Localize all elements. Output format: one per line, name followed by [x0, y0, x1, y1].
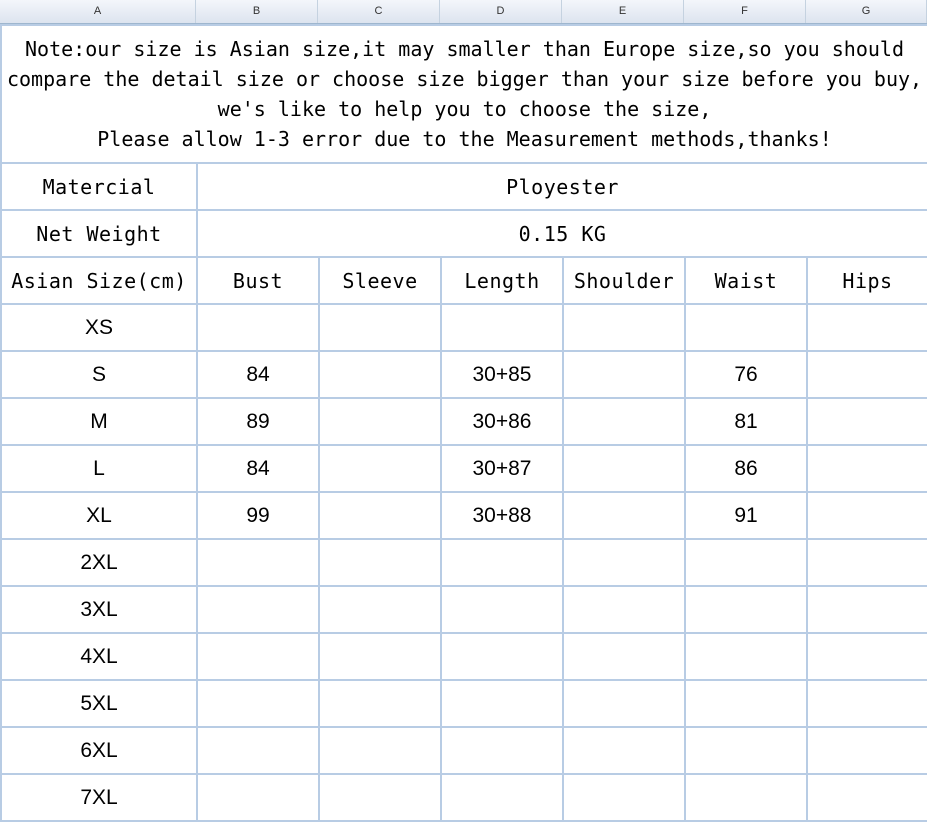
table-cell-sleeve[interactable]	[319, 680, 441, 727]
weight-value-cell[interactable]: 0.15 KG	[197, 210, 927, 257]
table-cell-shoulder[interactable]	[563, 774, 685, 821]
table-row	[1, 539, 927, 586]
table-cell-size[interactable]: 7XL	[1, 774, 197, 821]
table-cell-sleeve[interactable]	[319, 633, 441, 680]
table-cell-bust[interactable]: 84	[197, 351, 319, 398]
table-cell-shoulder[interactable]	[563, 539, 685, 586]
table-row	[1, 398, 927, 445]
table-cell-hips[interactable]	[807, 680, 927, 727]
table-cell-waist[interactable]: 91	[685, 492, 807, 539]
table-row	[1, 492, 927, 539]
column-header-g[interactable]: G	[806, 0, 927, 23]
table-cell-sleeve[interactable]	[319, 539, 441, 586]
table-cell-bust[interactable]	[197, 304, 319, 351]
table-cell-hips[interactable]	[807, 304, 927, 351]
size-rows	[1, 304, 927, 821]
table-row	[1, 445, 927, 492]
table-row	[1, 304, 927, 351]
table-cell-hips[interactable]	[807, 633, 927, 680]
table-cell-shoulder[interactable]	[563, 633, 685, 680]
table-row	[1, 586, 927, 633]
table-cell-shoulder[interactable]	[563, 445, 685, 492]
table-cell-hips[interactable]	[807, 774, 927, 821]
table-cell-sleeve[interactable]	[319, 351, 441, 398]
table-cell-sleeve[interactable]	[319, 304, 441, 351]
header-cell-hips[interactable]: Hips	[807, 257, 927, 304]
table-row	[1, 727, 927, 774]
table-cell-size[interactable]: XS	[1, 304, 197, 351]
table-cell-hips[interactable]	[807, 445, 927, 492]
table-cell-bust[interactable]	[197, 727, 319, 774]
column-header-c[interactable]: C	[318, 0, 440, 23]
table-cell-hips[interactable]	[807, 727, 927, 774]
table-cell-waist[interactable]	[685, 774, 807, 821]
table-cell-hips[interactable]	[807, 351, 927, 398]
size-note-cell[interactable]	[1, 25, 927, 163]
table-cell-shoulder[interactable]	[563, 351, 685, 398]
table-cell-sleeve[interactable]	[319, 492, 441, 539]
table-cell-hips[interactable]	[807, 539, 927, 586]
header-cell-sleeve[interactable]: Sleeve	[319, 257, 441, 304]
table-cell-size[interactable]: S	[1, 351, 197, 398]
table-cell-sleeve[interactable]	[319, 445, 441, 492]
header-cell-length[interactable]: Length	[441, 257, 563, 304]
table-cell-length[interactable]: 30+85	[441, 351, 563, 398]
header-cell-size[interactable]: Asian Size(cm)	[1, 257, 197, 304]
table-cell-bust[interactable]	[197, 539, 319, 586]
material-value-cell[interactable]: Ployester	[197, 163, 927, 210]
table-cell-shoulder[interactable]	[563, 680, 685, 727]
table-cell-size[interactable]: 2XL	[1, 539, 197, 586]
column-header-e[interactable]: E	[562, 0, 684, 23]
table-cell-shoulder[interactable]	[563, 304, 685, 351]
table-cell-length[interactable]	[441, 304, 563, 351]
table-cell-sleeve[interactable]	[319, 398, 441, 445]
table-cell-sleeve[interactable]	[319, 727, 441, 774]
table-cell-length[interactable]: 30+88	[441, 492, 563, 539]
note-line: Note:our size is Asian size,it may smaller than Europe size,so you should	[25, 37, 905, 61]
table-cell-bust[interactable]	[197, 586, 319, 633]
table-cell-hips[interactable]	[807, 492, 927, 539]
table-cell-size[interactable]: M	[1, 398, 197, 445]
table-cell-length[interactable]: 30+87	[441, 445, 563, 492]
table-cell-shoulder[interactable]	[563, 586, 685, 633]
table-cell-length[interactable]	[441, 727, 563, 774]
table-cell-waist[interactable]: 76	[685, 351, 807, 398]
table-cell-bust[interactable]	[197, 680, 319, 727]
table-cell-length[interactable]	[441, 774, 563, 821]
weight-label-cell[interactable]: Net Weight	[1, 210, 197, 257]
table-cell-sleeve[interactable]	[319, 774, 441, 821]
material-label-cell[interactable]: Matercial	[1, 163, 197, 210]
table-cell-bust[interactable]: 99	[197, 492, 319, 539]
table-cell-waist[interactable]	[685, 586, 807, 633]
table-cell-bust[interactable]	[197, 633, 319, 680]
table-cell-waist[interactable]	[685, 633, 807, 680]
table-cell-waist[interactable]: 81	[685, 398, 807, 445]
column-header-d[interactable]: D	[440, 0, 562, 23]
table-cell-waist[interactable]: 86	[685, 445, 807, 492]
table-cell-size[interactable]: L	[1, 445, 197, 492]
table-cell-bust[interactable]: 84	[197, 445, 319, 492]
table-cell-hips[interactable]	[807, 398, 927, 445]
table-cell-length[interactable]	[441, 539, 563, 586]
table-cell-waist[interactable]	[685, 727, 807, 774]
table-cell-sleeve[interactable]	[319, 586, 441, 633]
table-cell-bust[interactable]: 89	[197, 398, 319, 445]
table-cell-waist[interactable]	[685, 680, 807, 727]
table-cell-size[interactable]: 6XL	[1, 727, 197, 774]
note-line: Please allow 1-3 error due to the Measurement methods,thanks!	[97, 127, 832, 151]
table-row	[1, 680, 927, 727]
column-header-f[interactable]: F	[684, 0, 806, 23]
table-cell-size[interactable]: XL	[1, 492, 197, 539]
table-cell-waist[interactable]	[685, 304, 807, 351]
table-cell-shoulder[interactable]	[563, 492, 685, 539]
table-cell-size[interactable]: 5XL	[1, 680, 197, 727]
header-row	[1, 257, 927, 304]
table-cell-shoulder[interactable]	[563, 398, 685, 445]
header-cell-bust[interactable]: Bust	[197, 257, 319, 304]
table-row	[1, 633, 927, 680]
note-line: we's like to help you to choose the size,	[217, 97, 712, 121]
table-cell-length[interactable]	[441, 586, 563, 633]
header-cell-shoulder[interactable]: Shoulder	[563, 257, 685, 304]
table-row	[1, 774, 927, 821]
table-cell-bust[interactable]	[197, 774, 319, 821]
table-cell-size[interactable]: 3XL	[1, 586, 197, 633]
column-header-bar	[0, 0, 927, 24]
table-cell-waist[interactable]	[685, 539, 807, 586]
table-cell-length[interactable]: 30+86	[441, 398, 563, 445]
note-line: compare the detail size or choose size bigger than your size before you buy,	[6, 67, 923, 91]
table-cell-shoulder[interactable]	[563, 727, 685, 774]
table-row	[1, 351, 927, 398]
table-cell-length[interactable]	[441, 633, 563, 680]
column-header-a[interactable]: A	[0, 0, 196, 23]
table-cell-size[interactable]: 4XL	[1, 633, 197, 680]
table-cell-length[interactable]	[441, 680, 563, 727]
header-cell-waist[interactable]: Waist	[685, 257, 807, 304]
column-header-b[interactable]: B	[196, 0, 318, 23]
size-chart-table	[0, 24, 927, 822]
table-cell-hips[interactable]	[807, 586, 927, 633]
